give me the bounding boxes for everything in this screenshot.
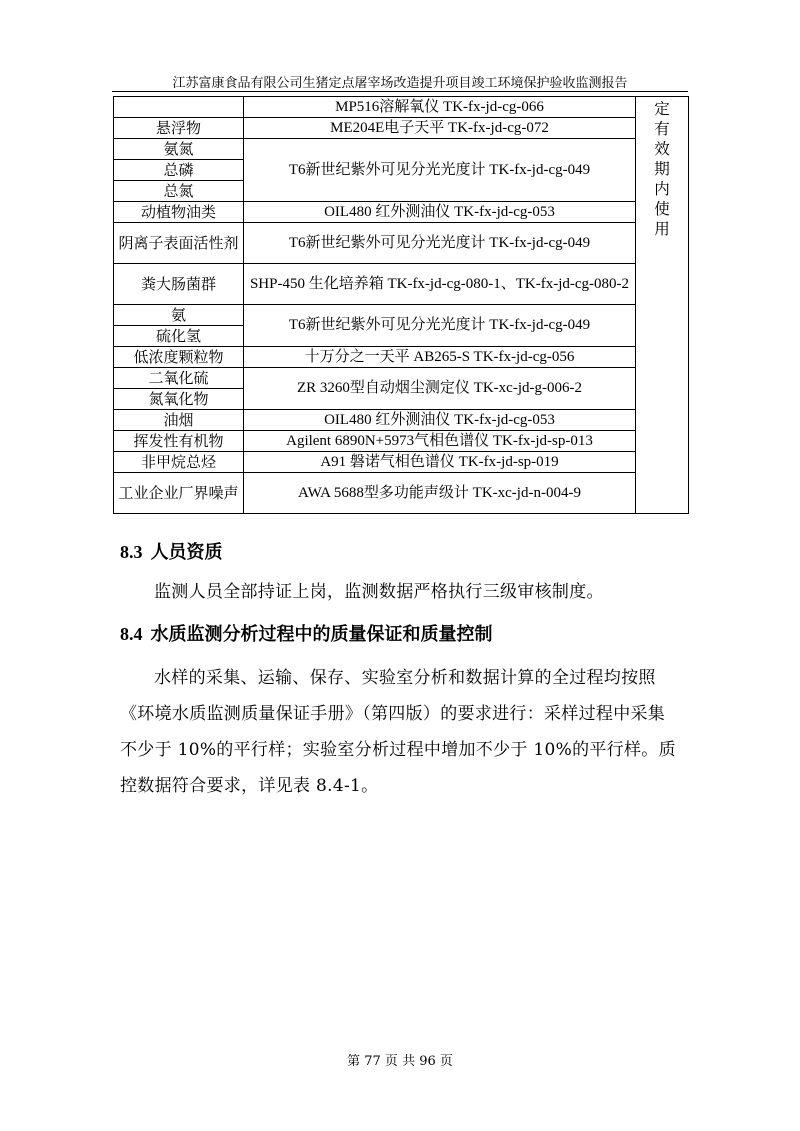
section-title: 人员资质: [150, 542, 223, 563]
item-cell: 氨: [114, 305, 244, 326]
instrument-cell: 十万分之一天平 AB265-S TK-fx-jd-cg-056: [244, 347, 636, 368]
instrument-cell: SHP-450 生化培养箱 TK-fx-jd-cg-080-1、TK-fx-jd-cg-080-2: [244, 264, 636, 305]
item-cell: 非甲烷总烃: [114, 452, 244, 473]
table-row: [114, 139, 689, 160]
page-header: 江苏富康食品有限公司生猪定点屠宰场改造提升项目竣工环境保护验收监测报告: [172, 76, 628, 91]
instrument-cell: OIL480 红外测油仪 TK-fx-jd-cg-053: [244, 202, 636, 223]
instrument-cell: T6新世纪紫外可见分光光度计 TK-fx-jd-cg-049: [244, 305, 636, 347]
section-heading-8-4: [120, 622, 493, 647]
page-footer: 第 77 页 共 96 页: [347, 1054, 453, 1069]
table-row: [114, 473, 689, 514]
item-cell: 悬浮物: [114, 118, 244, 139]
instrument-cell: ZR 3260型自动烟尘测定仪 TK-xc-jd-g-006-2: [244, 368, 636, 410]
instrument-cell: AWA 5688型多功能声级计 TK-xc-jd-n-004-9: [244, 473, 636, 514]
item-cell: 粪大肠菌群: [114, 264, 244, 305]
table-row: [114, 202, 689, 223]
instrument-cell: A91 磐诺气相色谱仪 TK-fx-jd-sp-019: [244, 452, 636, 473]
item-cell: 总磷: [114, 160, 244, 181]
item-cell: 动植物油类: [114, 202, 244, 223]
section-title: 水质监测分析过程中的质量保证和质量控制: [150, 624, 493, 645]
table-row: [114, 118, 689, 139]
header-rule: [112, 91, 688, 92]
instrument-table: [113, 96, 689, 514]
instrument-cell: T6新世纪紫外可见分光光度计 TK-fx-jd-cg-049: [244, 223, 636, 264]
item-cell: 氮氧化物: [114, 389, 244, 410]
table-row: [114, 264, 689, 305]
item-cell: 硫化氢: [114, 326, 244, 347]
instrument-cell: MP516溶解氧仪 TK-fx-jd-cg-066: [244, 97, 636, 118]
table-row: [114, 347, 689, 368]
section-heading-8-3: [120, 540, 223, 565]
instrument-cell: T6新世纪紫外可见分光光度计 TK-fx-jd-cg-049: [244, 139, 636, 202]
table-row: [114, 97, 689, 118]
table-row: [114, 410, 689, 431]
item-cell: 低浓度颗粒物: [114, 347, 244, 368]
section-paragraph-8-3: 监测人员全部持证上岗，监测数据严格执行三级审核制度。: [154, 582, 604, 602]
section-number: 8.4: [120, 624, 143, 644]
validity-cell: [636, 97, 689, 514]
item-cell: 工业企业厂界噪声: [114, 473, 244, 514]
table-row: [114, 368, 689, 389]
section-paragraph-8-4: 水样的采集、运输、保存、实验室分析和数据计算的全过程均按照《环境水质监测质量保证手册》（第四版）的要求进行：采样过程中采集不少于 10%的平行样；实验室分析过程中增加不少于 10%的平行样。质控数据符合要求，详见表 8.4-1。: [120, 668, 676, 796]
item-cell: 挥发性有机物: [114, 431, 244, 452]
instrument-cell: OIL480 红外测油仪 TK-fx-jd-cg-053: [244, 410, 636, 431]
instrument-cell: Agilent 6890N+5973气相色谱仪 TK-fx-jd-sp-013: [244, 431, 636, 452]
validity-text: 定有效期内使用: [654, 100, 670, 238]
item-cell: [114, 97, 244, 118]
table-row: [114, 223, 689, 264]
instrument-cell: ME204E电子天平 TK-fx-jd-cg-072: [244, 118, 636, 139]
item-cell: 氨氮: [114, 139, 244, 160]
item-cell: 二氧化硫: [114, 368, 244, 389]
table-row: [114, 431, 689, 452]
table-row: [114, 452, 689, 473]
section-number: 8.3: [120, 542, 143, 562]
item-cell: 总氮: [114, 181, 244, 202]
item-cell: 油烟: [114, 410, 244, 431]
item-cell: 阴离子表面活性剂: [114, 223, 244, 264]
table-row: [114, 305, 689, 326]
